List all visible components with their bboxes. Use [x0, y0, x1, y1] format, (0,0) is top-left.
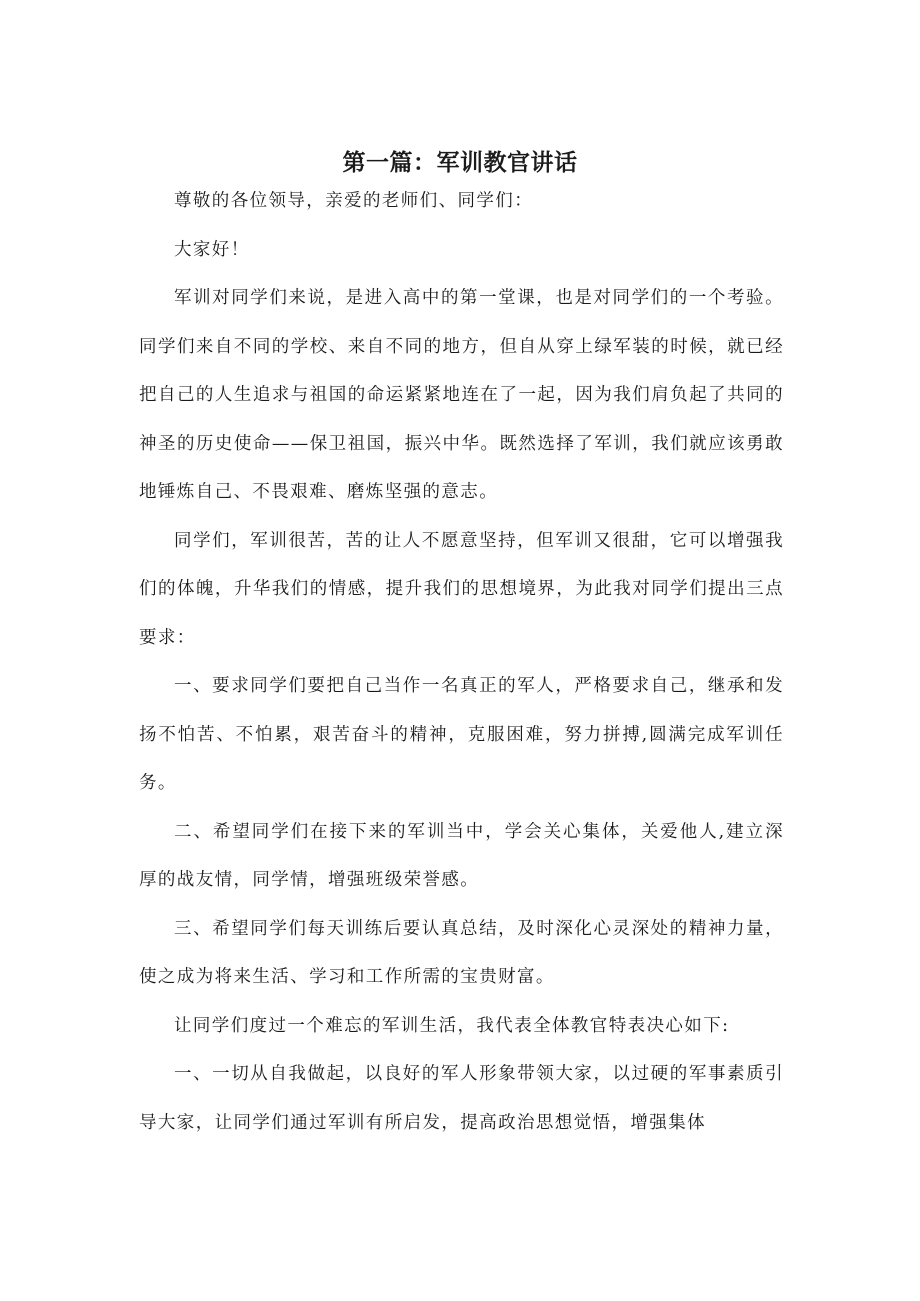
paragraph-resolution-1: 一、一切从自我做起，以良好的军人形象带领大家，以过硬的军事素质引导大家，让同学们通过军训有所启发，提高政治思想觉悟，增强集体: [139, 1064, 784, 1133]
paragraph-salutation: 尊敬的各位领导，亲爱的老师们、同学们：: [174, 191, 534, 211]
paragraph-requirement-1: 一、要求同学们要把自己当作一名真正的军人，严格要求自己，继承和发扬不怕苦、不怕累，艰苦奋斗的精神，克服困难，努力拼搏,圆满完成军训任务。: [139, 676, 784, 793]
paragraph-requirements-lead: 同学们，军训很苦，苦的让人不愿意坚持，但军训又很甜，它可以增强我们的体魄，升华我们的情感，提升我们的思想境界，为此我对同学们提出三点要求：: [139, 530, 784, 648]
paragraph-requirement-2: 二、希望同学们在接下来的军训当中，学会关心集体，关爱他人,建立深厚的战友情，同学情，增强班级荣誉感。: [139, 821, 784, 890]
document-body: [139, 177, 784, 1147]
paragraph-greeting: 大家好！: [174, 239, 250, 260]
paragraph-intro: 军训对同学们来说，是进入高中的第一堂课，也是对同学们的一个考验。同学们来自不同的学校、来自不同的地方，但自从穿上绿军装的时候，就已经把自己的人生追求与祖国的命运紧紧地连在了一起，因为我们肩负起了共同的神圣的历史使命——保卫祖国，振兴中华。既然选择了军训，我们就应该勇敢地锤炼自己、不畏艰难、磨炼坚强的意志。: [139, 288, 784, 502]
paragraph-resolution-lead: 让同学们度过一个难忘的军训生活，我代表全体教官特表决心如下:: [174, 1015, 730, 1036]
document-title: 第一篇：军训教官讲话: [342, 150, 578, 177]
paragraph-requirement-3: 三、希望同学们每天训练后要认真总结，及时深化心灵深处的精神力量，使之成为将来生活、学习和工作所需的宝贵财富。: [139, 918, 784, 987]
